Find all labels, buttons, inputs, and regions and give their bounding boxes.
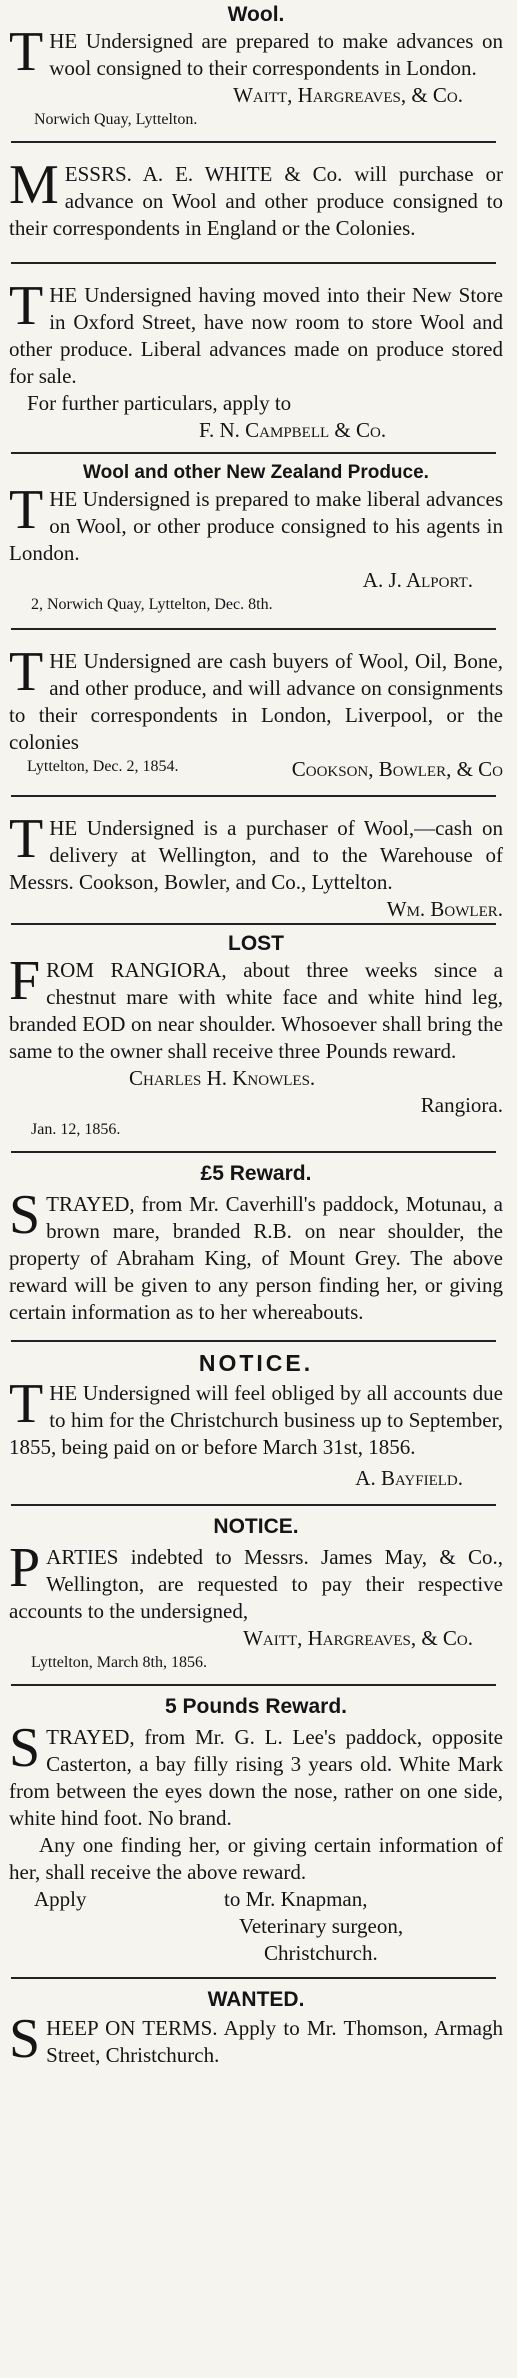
cookson-advert bbox=[9, 641, 503, 783]
james-may-notice bbox=[9, 1514, 503, 1674]
advert-date: Lyttelton, Dec. 2, 1854. bbox=[27, 758, 179, 775]
advert-heading: 5 Pounds Reward. bbox=[164, 1695, 348, 1718]
five-pounds-reward-advert bbox=[9, 1694, 503, 1967]
advert-signature: Wm. Bowler. bbox=[386, 897, 503, 921]
advert-address: Norwich Quay, Lyttelton. bbox=[34, 111, 198, 128]
advert-signature: Waitt, Hargreaves, & Co. bbox=[243, 1626, 473, 1650]
advert-signature: Charles H. Knowles. bbox=[129, 1066, 316, 1090]
lost-advert bbox=[9, 931, 503, 1141]
advert-body: MESSRS. A. E. WHITE & Co. will purchase or advance on Wool and other produce consigned to their correspondents in England or the Colonies. bbox=[9, 154, 503, 240]
advert-place: Rangiora. bbox=[420, 1093, 503, 1117]
advert-body: PARTIES indebted to Messrs. James May, & Co., Wellington, are requested to pay their respective accounts to the undersigned, bbox=[9, 1537, 503, 1623]
advert-heading: Wool. bbox=[227, 3, 285, 26]
advert-heading: WANTED. bbox=[207, 1988, 305, 2011]
bayfield-notice bbox=[9, 1350, 503, 1492]
campbell-advert bbox=[9, 275, 503, 444]
advert-note: Any one finding her, or giving certain information of her, shall receive the above reward. bbox=[9, 1833, 503, 1884]
drop-cap: M bbox=[9, 154, 59, 216]
advert-body: THE Undersigned are prepared to make advances on wool consigned to their correspondents in London. bbox=[9, 21, 503, 83]
advert-body: FROM RANGIORA, about three weeks since a chestnut mare with white face and white hind leg, branded EOD on near shoulder. Whosoever shall bring the same to the owner shall receive three Pounds reward. bbox=[9, 950, 503, 1063]
advert-heading: Wool and other New Zealand Produce. bbox=[83, 462, 429, 483]
divider bbox=[11, 923, 496, 925]
divider bbox=[11, 1151, 496, 1153]
advert-heading: £5 Reward. bbox=[200, 1162, 312, 1185]
advert-body: THE Undersigned is a purchaser of Wool,—cash on delivery at Wellington, and to the Warehouse of Messrs. Cookson, Bowler, and Co., Lyttelton. Wm. Bowler. bbox=[9, 808, 503, 921]
advert-signature: F. N. Campbell & Co. bbox=[199, 418, 387, 442]
drop-cap: T bbox=[9, 808, 44, 870]
drop-cap: P bbox=[9, 1537, 41, 1599]
advert-signature: to Mr. Knapman, bbox=[224, 1887, 368, 1911]
drop-cap: T bbox=[9, 21, 44, 83]
five-pound-reward-advert bbox=[9, 1161, 503, 1326]
advert-signature-line: Christchurch. bbox=[264, 1941, 378, 1965]
drop-cap: T bbox=[9, 479, 44, 541]
advert-signature-line: Veterinary surgeon, bbox=[239, 1914, 404, 1938]
divider bbox=[11, 1977, 496, 1979]
advert-heading: NOTICE. bbox=[198, 1350, 314, 1376]
advert-footer bbox=[9, 756, 503, 783]
white-advert bbox=[9, 154, 503, 242]
divider bbox=[11, 141, 496, 143]
wool-advert bbox=[9, 0, 503, 131]
drop-cap: F bbox=[9, 950, 41, 1012]
drop-cap: T bbox=[9, 641, 44, 703]
apply-row bbox=[9, 1886, 503, 1913]
advert-signature: A. J. Alport. bbox=[362, 568, 473, 592]
advert-body: STRAYED, from Mr. Caverhill's paddock, Motunau, a brown mare, branded R.B. on near shoulder, the property of Abraham King, of Mount Grey. The above reward will be given to any person finding her, or giving certain information as to her whereabouts. bbox=[9, 1184, 503, 1324]
advert-body: SHEEP ON TERMS. Apply to Mr. Thomson, Armagh Street, Christchurch. bbox=[9, 2008, 503, 2070]
apply-label: Apply bbox=[34, 1887, 87, 1911]
divider bbox=[11, 1684, 496, 1686]
advert-date: Lyttelton, March 8th, 1856. bbox=[31, 1654, 207, 1671]
bowler-advert bbox=[9, 808, 503, 921]
advert-body: THE Undersigned will feel obliged by all accounts due to him for the Christchurch business up to September, 1855, being paid on or before March 31st, 1856. bbox=[9, 1373, 503, 1459]
advert-body: THE Undersigned having moved into their New Store in Oxford Street, have now room to store Wool and other produce. Liberal advances made on produce stored for sale. bbox=[9, 275, 503, 388]
advert-heading: LOST bbox=[228, 932, 284, 955]
advert-signature: Cookson, Bowler, & Co bbox=[291, 757, 503, 781]
advert-note: For further particulars, apply to bbox=[27, 391, 292, 415]
divider bbox=[11, 1504, 496, 1506]
advert-body: STRAYED, from Mr. G. L. Lee's paddock, opposite Casterton, a bay filly rising 3 years old. White Mark from between the eyes down the nose, rather on one side, white hind foot. No brand. bbox=[9, 1717, 503, 1830]
drop-cap: T bbox=[9, 1373, 44, 1435]
advert-signature: Waitt, Hargreaves, & Co. bbox=[233, 83, 463, 107]
divider bbox=[11, 795, 496, 797]
wanted-advert bbox=[9, 1987, 503, 2069]
drop-cap: S bbox=[9, 1717, 41, 1779]
advert-signature: A. Bayfield. bbox=[355, 1466, 463, 1490]
advert-body: THE Undersigned are cash buyers of Wool, Oil, Bone, and other produce, and will advance on consignments to their correspondents in London, Liverpool, or the colonies bbox=[9, 641, 503, 754]
advert-body: THE Undersigned is prepared to make liberal advances on Wool, or other produce consigned to his agents in London. bbox=[9, 479, 503, 565]
drop-cap: S bbox=[9, 1184, 41, 1246]
divider bbox=[11, 1340, 496, 1342]
divider bbox=[11, 628, 496, 630]
divider bbox=[11, 452, 496, 454]
alport-advert bbox=[9, 460, 503, 616]
advert-heading: NOTICE. bbox=[213, 1515, 299, 1538]
drop-cap: T bbox=[9, 275, 44, 337]
divider bbox=[11, 262, 496, 264]
advert-date: Jan. 12, 1856. bbox=[31, 1121, 121, 1138]
drop-cap: S bbox=[9, 2008, 41, 2070]
advert-address: 2, Norwich Quay, Lyttelton, Dec. 8th. bbox=[31, 596, 273, 613]
